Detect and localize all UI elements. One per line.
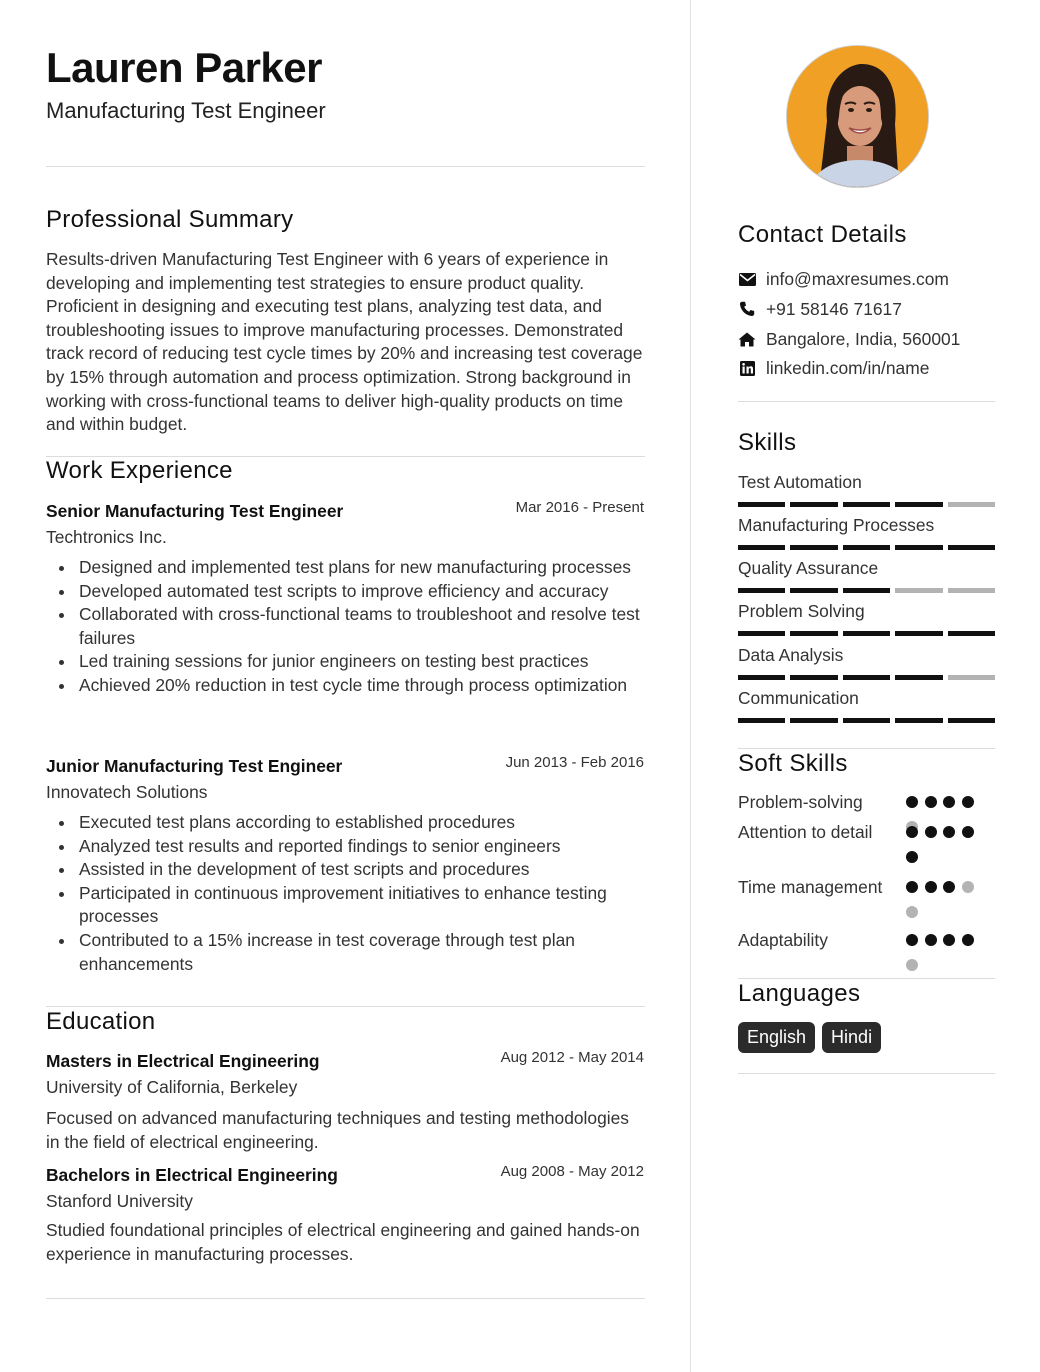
summary-heading: Professional Summary: [46, 206, 294, 233]
soft-skill-label: Problem-solving: [738, 792, 863, 812]
bullet-item: Contributed to a 15% increase in test coverage through test plan enhancements: [79, 929, 646, 976]
bullet-item: Collaborated with cross-functional teams to troubleshoot and resolve test failures: [79, 603, 646, 650]
education-description: Focused on advanced manufacturing techniques and testing methodologies in the field of electrical engineering.: [46, 1108, 629, 1152]
skills-heading: Skills: [738, 429, 797, 456]
skill-level-bar: [738, 588, 995, 593]
rating-dot: [943, 881, 955, 893]
contact-phone[interactable]: [738, 297, 902, 321]
soft-skill-item: [738, 820, 995, 845]
skill-level-bar: [738, 502, 995, 507]
skill-level-segment: [895, 545, 942, 550]
languages-list: [738, 1022, 881, 1053]
skill-level-bar: [738, 675, 995, 680]
contact-email[interactable]: [738, 267, 949, 291]
skill-label: Communication: [738, 688, 859, 708]
skill-level-bar: [738, 631, 995, 636]
skill-item: [738, 645, 995, 680]
skill-label: Manufacturing Processes: [738, 515, 935, 535]
degree-title: Masters in Electrical Engineering: [46, 1051, 320, 1071]
candidate-title: Manufacturing Test Engineer: [46, 98, 326, 123]
divider: [738, 401, 995, 402]
job-date: Jun 2013 - Feb 2016: [505, 754, 644, 771]
column-divider: [690, 0, 691, 1372]
degree-title: Bachelors in Electrical Engineering: [46, 1165, 338, 1185]
skill-item: [738, 472, 995, 507]
skill-level-segment: [843, 631, 890, 636]
divider: [46, 1298, 645, 1299]
education-description: Studied foundational principles of electrical engineering and gained hands-on experience in manufacturing processes.: [46, 1220, 640, 1264]
rating-dot: [925, 796, 937, 808]
contact-linkedin-text: linkedin.com/in/name: [766, 357, 930, 378]
soft-skill-label: Attention to detail: [738, 822, 873, 842]
skill-label: Data Analysis: [738, 645, 844, 665]
job-bullets: [46, 556, 646, 698]
skill-level-segment: [790, 588, 837, 593]
language-chip: English: [738, 1022, 815, 1053]
skill-level-bar: [738, 718, 995, 723]
skill-item: [738, 515, 995, 550]
profile-photo-icon: [787, 46, 929, 188]
education-entry: [46, 1165, 646, 1266]
skill-item: [738, 601, 995, 636]
school-name: University of California, Berkeley: [46, 1077, 298, 1097]
skill-level-segment: [843, 588, 890, 593]
contact-phone-text: +91 58146 71617: [766, 298, 902, 319]
soft-skills-heading: Soft Skills: [738, 750, 848, 777]
divider: [46, 166, 645, 167]
skill-level-segment: [895, 631, 942, 636]
skill-level-segment: [948, 502, 995, 507]
job-date: Mar 2016 - Present: [515, 499, 644, 516]
rating-dot: [962, 934, 974, 946]
skill-level-segment: [738, 675, 785, 680]
rating-dot: [906, 906, 918, 918]
skill-level-segment: [843, 718, 890, 723]
divider: [738, 748, 995, 749]
skill-level-segment: [895, 588, 942, 593]
skill-level-segment: [843, 545, 890, 550]
rating-dot: [906, 934, 918, 946]
skill-level-segment: [738, 718, 785, 723]
rating-dot: [925, 826, 937, 838]
contact-heading: Contact Details: [738, 221, 907, 248]
skill-level-segment: [790, 545, 837, 550]
skill-level-segment: [738, 588, 785, 593]
skill-item: [738, 558, 995, 593]
skill-level-segment: [790, 631, 837, 636]
soft-skill-label: Adaptability: [738, 930, 828, 950]
skill-level-segment: [895, 718, 942, 723]
divider: [738, 978, 995, 979]
home-icon: [738, 330, 756, 348]
soft-skill-item: [738, 875, 995, 900]
education-heading: Education: [46, 1008, 156, 1035]
contact-address: [738, 327, 960, 351]
job-company: Innovatech Solutions: [46, 782, 208, 802]
job-title: Junior Manufacturing Test Engineer: [46, 756, 343, 776]
skill-level-segment: [948, 588, 995, 593]
skill-level-segment: [843, 675, 890, 680]
rating-dot: [906, 851, 918, 863]
skill-level-segment: [895, 675, 942, 680]
soft-skill-item: [738, 790, 995, 815]
bullet-item: Led training sessions for junior engineers on testing best practices: [79, 650, 646, 674]
rating-dot: [906, 826, 918, 838]
phone-icon: [738, 300, 756, 318]
rating-dot: [925, 934, 937, 946]
skill-item: [738, 688, 995, 723]
rating-dot: [906, 881, 918, 893]
soft-skill-label: Time management: [738, 877, 883, 897]
soft-skill-item: [738, 928, 995, 953]
skill-level-segment: [948, 718, 995, 723]
rating-dot: [962, 881, 974, 893]
skill-level-segment: [738, 502, 785, 507]
job-title: Senior Manufacturing Test Engineer: [46, 501, 344, 521]
skill-level-segment: [948, 675, 995, 680]
languages-heading: Languages: [738, 980, 861, 1007]
bullet-item: Developed automated test scripts to improve efficiency and accuracy: [79, 580, 646, 604]
education-entry: [46, 1051, 646, 1154]
job-entry: [46, 501, 646, 698]
education-date: Aug 2008 - May 2012: [500, 1163, 644, 1180]
bullet-item: Designed and implemented test plans for new manufacturing processes: [79, 556, 646, 580]
rating-dot: [943, 826, 955, 838]
skill-level-bar: [738, 545, 995, 550]
avatar: [786, 45, 929, 188]
divider: [738, 1073, 995, 1074]
rating-dot: [906, 959, 918, 971]
skill-label: Problem Solving: [738, 601, 865, 621]
skill-level-segment: [790, 502, 837, 507]
skill-level-segment: [738, 545, 785, 550]
skill-label: Quality Assurance: [738, 558, 879, 578]
skill-level-segment: [790, 718, 837, 723]
bullet-item: Assisted in the development of test scripts and procedures: [79, 858, 646, 882]
skill-level-segment: [895, 502, 942, 507]
contact-address-text: Bangalore, India, 560001: [766, 328, 961, 349]
summary-text: Results-driven Manufacturing Test Engineer with 6 years of experience in developing and implementing test strategies to ensure product quality. Proficient in designing and executing test plans, analyzing test data, and troubleshooting issues to improve manufacturing processes. Demonstrated track record of reducing test cycle times by 20% and increasing test coverage by 15% through automation and process optimization. Strong background in working with cross-functional teams to deliver high-quality products on time and within budget.: [46, 249, 643, 435]
contact-email-text: info@maxresumes.com: [766, 268, 949, 289]
bullet-item: Executed test plans according to established procedures: [79, 811, 646, 835]
school-name: Stanford University: [46, 1191, 193, 1211]
candidate-name: Lauren Parker: [46, 44, 322, 91]
skill-level-segment: [843, 502, 890, 507]
linkedin-icon: [738, 359, 756, 377]
job-entry: [46, 756, 646, 976]
skill-level-segment: [948, 545, 995, 550]
rating-dot: [962, 826, 974, 838]
job-company: Techtronics Inc.: [46, 527, 167, 547]
language-chip: Hindi: [822, 1022, 881, 1053]
education-date: Aug 2012 - May 2014: [500, 1049, 644, 1066]
skill-level-segment: [948, 631, 995, 636]
job-bullets: [46, 811, 646, 976]
bullet-item: Achieved 20% reduction in test cycle time through process optimization: [79, 674, 646, 698]
rating-dot: [943, 934, 955, 946]
skill-level-segment: [790, 675, 837, 680]
bullet-item: Participated in continuous improvement initiatives to enhance testing processes: [79, 882, 646, 929]
rating-dot: [943, 796, 955, 808]
divider: [46, 1006, 645, 1007]
bullet-item: Analyzed test results and reported findings to senior engineers: [79, 835, 646, 859]
rating-dot: [925, 881, 937, 893]
contact-linkedin[interactable]: [738, 356, 929, 380]
rating-dot: [962, 796, 974, 808]
rating-dot: [906, 796, 918, 808]
envelope-icon: [738, 270, 756, 288]
experience-heading: Work Experience: [46, 457, 233, 484]
skill-level-segment: [738, 631, 785, 636]
skill-label: Test Automation: [738, 472, 862, 492]
